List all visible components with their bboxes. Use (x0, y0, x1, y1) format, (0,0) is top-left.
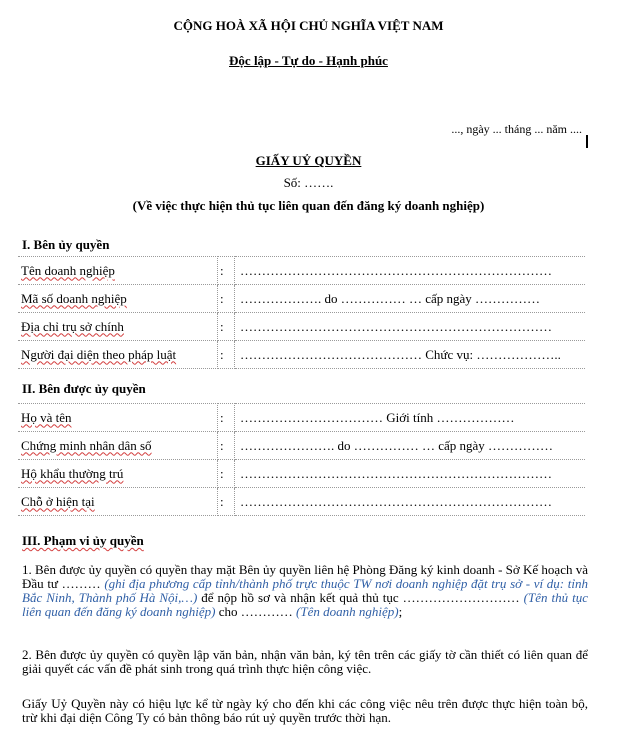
table-row: Tên doanh nghiệp : ……………………………………………………………… (18, 257, 585, 285)
text-cursor (586, 135, 588, 148)
table-row: Chỗ ở hiện tại : ……………………………………………………………… (18, 488, 585, 516)
field-label: Người đại diện theo pháp luật (18, 341, 218, 369)
field-value[interactable]: ………………. do …………… … cấp ngày …………… (235, 285, 586, 313)
field-value[interactable]: ……………………………………………………………… (235, 460, 586, 488)
field-value[interactable]: …………………………………… Chức vụ: ……………….. (235, 341, 586, 369)
country-heading: CỘNG HOÀ XÃ HỘI CHỦ NGHĨA VIỆT NAM (173, 18, 444, 33)
table-row: Mã số doanh nghiệp : ………………. do …………… … cấp ngày …………… (18, 285, 585, 313)
validity-paragraph: Giấy Uỷ Quyền này có hiệu lực kể từ ngày ký cho đến khi các công việc nêu trên được thực hiện toàn bộ, trừ khi đại diện Công Ty có bản thông báo rút uỷ quyền trước thời hạn. (22, 696, 588, 725)
field-value[interactable]: …………………………… Giới tính ……………… (235, 404, 586, 432)
field-label: Chỗ ở hiện tại (18, 488, 218, 516)
field-value[interactable]: ……………………………………………………………… (235, 313, 586, 341)
field-label: Hộ khẩu thường trú (18, 460, 218, 488)
scope-paragraph-1: 1. Bên được ủy quyền có quyền thay mặt Bên ủy quyền liên hệ Phòng Đăng ký kinh doanh - Sở Kế hoạch và Đầu tư ……… (ghi địa phương cấp tỉnh/thành phố trực thuộc TW nơi doanh nghiệp đặt trụ sở - ví dụ: tỉnh Bắc Ninh, Thành phố Hà Nội,…) để nộp hồ sơ và nhận kết quả thủ tục ……………………… (Tên thủ tục liên quan đến đăng ký doanh nghiệp) cho ………… (Tên doanh nghiệp); (22, 562, 589, 619)
document-subtitle: (Về việc thực hiện thủ tục liên quan đến đăng ký doanh nghiệp) (132, 198, 485, 213)
table-row: Họ và tên : …………………………… Giới tính ……………… (18, 404, 585, 432)
field-label: Chứng minh nhân dân số (18, 432, 218, 460)
date-line: ..., ngày ... tháng ... năm .... (451, 122, 582, 136)
table-row: Hộ khẩu thường trú : ……………………………………………………………… (18, 460, 585, 488)
motto: Độc lập - Tự do - Hạnh phúc (229, 53, 388, 68)
field-label: Tên doanh nghiệp (18, 257, 218, 285)
table-row: Người đại diện theo pháp luật : …………………………………… Chức vụ: ……………….. (18, 341, 585, 369)
section-3-heading: III. Phạm vi ủy quyền (22, 533, 144, 548)
field-value[interactable]: …………………. do …………… … cấp ngày …………… (235, 432, 586, 460)
table-row: Địa chỉ trụ sở chính : ……………………………………………………………… (18, 313, 585, 341)
hint-company: (Tên doanh nghiệp) (296, 604, 399, 619)
scope-paragraph-2: 2. Bên được ủy quyền có quyền lập văn bản, nhận văn bản, ký tên trên các giấy tờ cần thiết có liên quan để giải quyết các vấn đề phát sinh trong quá trình thực hiện công việc. (22, 647, 588, 676)
field-label: Họ và tên (18, 404, 218, 432)
field-label: Địa chỉ trụ sở chính (18, 313, 218, 341)
document-title: GIẤY UỶ QUYỀN (255, 153, 362, 168)
document-number: Số: ……. (283, 175, 334, 190)
field-label: Mã số doanh nghiệp (18, 285, 218, 313)
section-1-heading: I. Bên ủy quyền (22, 237, 110, 252)
field-value[interactable]: ……………………………………………………………… (235, 488, 586, 516)
hint-locality: (ghi địa phương cấp tỉnh/thành phố trực thuộc TW nơi doanh nghiệp đặt trụ sở - ví dụ: tỉnh Bắc Ninh, Thành phố Hà Nội,…) (22, 576, 589, 605)
table-row: Chứng minh nhân dân số : …………………. do …………… … cấp ngày …………… (18, 432, 585, 460)
section-2-heading: II. Bên được ủy quyền (22, 381, 146, 396)
hint-procedure: (Tên thủ tục liên quan đến đăng ký doanh nghiệp) (22, 590, 588, 619)
section-1-table (18, 256, 585, 369)
section-2-table (18, 403, 585, 516)
field-value[interactable]: ……………………………………………………………… (235, 257, 586, 285)
